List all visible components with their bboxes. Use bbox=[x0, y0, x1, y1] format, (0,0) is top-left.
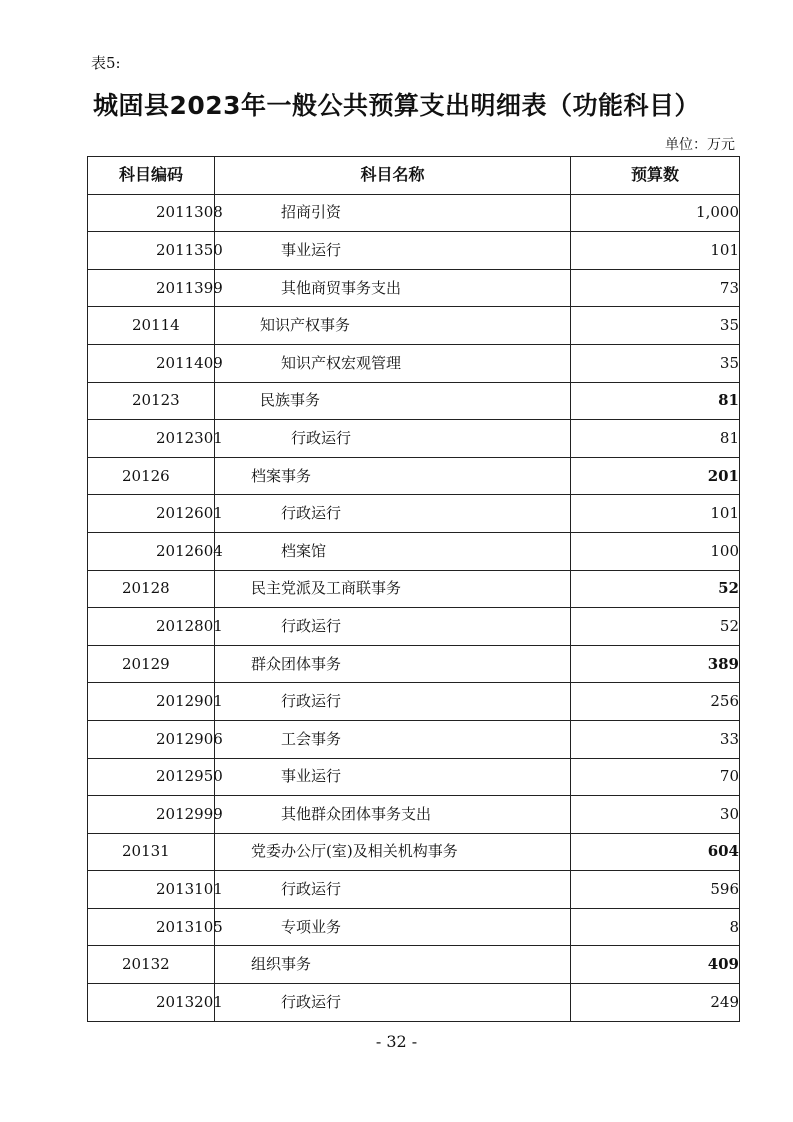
table-row bbox=[88, 420, 740, 458]
row-name: 组织事务 bbox=[215, 946, 571, 984]
row-code: 2012906 bbox=[88, 720, 215, 758]
table-row bbox=[88, 532, 740, 570]
row-name: 行政运行 bbox=[215, 420, 571, 458]
row-code: 2011308 bbox=[88, 194, 215, 232]
row-code: 20131 bbox=[88, 833, 215, 871]
row-amount: 409 bbox=[571, 946, 740, 984]
row-amount: 81 bbox=[571, 382, 740, 420]
row-amount: 596 bbox=[571, 871, 740, 909]
row-amount: 201 bbox=[571, 457, 740, 495]
row-name: 事业运行 bbox=[215, 758, 571, 796]
row-name: 档案事务 bbox=[215, 457, 571, 495]
row-code: 2012999 bbox=[88, 796, 215, 834]
table-row bbox=[88, 457, 740, 495]
table-header-row bbox=[88, 157, 740, 195]
row-code: 2011399 bbox=[88, 269, 215, 307]
row-amount: 52 bbox=[571, 570, 740, 608]
row-amount: 70 bbox=[571, 758, 740, 796]
table-row bbox=[88, 307, 740, 345]
row-name: 知识产权事务 bbox=[215, 307, 571, 345]
row-name: 群众团体事务 bbox=[215, 645, 571, 683]
row-amount: 1,000 bbox=[571, 194, 740, 232]
row-code: 20123 bbox=[88, 382, 215, 420]
page-title: 城固县2023年一般公共预算支出明细表（功能科目） bbox=[92, 91, 701, 120]
table-row bbox=[88, 871, 740, 909]
row-amount: 73 bbox=[571, 269, 740, 307]
row-code: 2013101 bbox=[88, 871, 215, 909]
table-row bbox=[88, 833, 740, 871]
row-amount: 101 bbox=[571, 495, 740, 533]
row-code: 2013105 bbox=[88, 908, 215, 946]
table-row bbox=[88, 645, 740, 683]
column-header-code: 科目编码 bbox=[88, 157, 215, 195]
row-amount: 389 bbox=[571, 645, 740, 683]
table-row bbox=[88, 344, 740, 382]
table-row bbox=[88, 382, 740, 420]
row-amount: 35 bbox=[571, 344, 740, 382]
row-code: 20128 bbox=[88, 570, 215, 608]
row-amount: 100 bbox=[571, 532, 740, 570]
row-amount: 35 bbox=[571, 307, 740, 345]
row-name: 行政运行 bbox=[215, 683, 571, 721]
unit-label: 单位：万元 bbox=[665, 137, 735, 153]
row-amount: 256 bbox=[571, 683, 740, 721]
row-name: 专项业务 bbox=[215, 908, 571, 946]
row-name: 其他群众团体事务支出 bbox=[215, 796, 571, 834]
row-amount: 101 bbox=[571, 232, 740, 270]
row-amount: 81 bbox=[571, 420, 740, 458]
row-amount: 30 bbox=[571, 796, 740, 834]
row-name: 行政运行 bbox=[215, 871, 571, 909]
row-code: 20126 bbox=[88, 457, 215, 495]
row-name: 知识产权宏观管理 bbox=[215, 344, 571, 382]
row-amount: 52 bbox=[571, 608, 740, 646]
row-amount: 33 bbox=[571, 720, 740, 758]
row-code: 2012301 bbox=[88, 420, 215, 458]
row-code: 20129 bbox=[88, 645, 215, 683]
table-row bbox=[88, 495, 740, 533]
table-row bbox=[88, 908, 740, 946]
table-row bbox=[88, 570, 740, 608]
row-code: 2012950 bbox=[88, 758, 215, 796]
table-row bbox=[88, 796, 740, 834]
table-row bbox=[88, 683, 740, 721]
row-amount: 604 bbox=[571, 833, 740, 871]
row-name: 民主党派及工商联事务 bbox=[215, 570, 571, 608]
row-code: 20114 bbox=[88, 307, 215, 345]
row-code: 2012604 bbox=[88, 532, 215, 570]
table-row bbox=[88, 758, 740, 796]
row-code: 2011350 bbox=[88, 232, 215, 270]
table-row bbox=[88, 984, 740, 1022]
table-row bbox=[88, 269, 740, 307]
row-name: 行政运行 bbox=[215, 495, 571, 533]
row-code: 2011409 bbox=[88, 344, 215, 382]
table-row bbox=[88, 232, 740, 270]
row-name: 工会事务 bbox=[215, 720, 571, 758]
row-name: 民族事务 bbox=[215, 382, 571, 420]
row-name: 行政运行 bbox=[215, 608, 571, 646]
row-name: 其他商贸事务支出 bbox=[215, 269, 571, 307]
row-name: 党委办公厅(室)及相关机构事务 bbox=[215, 833, 571, 871]
row-code: 2012901 bbox=[88, 683, 215, 721]
row-name: 事业运行 bbox=[215, 232, 571, 270]
page-number: - 32 - bbox=[375, 1032, 418, 1051]
table-row bbox=[88, 720, 740, 758]
row-name: 档案馆 bbox=[215, 532, 571, 570]
column-header-name: 科目名称 bbox=[215, 157, 571, 195]
table-row bbox=[88, 608, 740, 646]
table-label: 表5: bbox=[91, 54, 121, 72]
row-code: 2012601 bbox=[88, 495, 215, 533]
row-code: 20132 bbox=[88, 946, 215, 984]
row-name: 招商引资 bbox=[215, 194, 571, 232]
row-amount: 249 bbox=[571, 984, 740, 1022]
budget-table bbox=[87, 156, 740, 1022]
row-amount: 8 bbox=[571, 908, 740, 946]
table-row bbox=[88, 194, 740, 232]
row-code: 2013201 bbox=[88, 984, 215, 1022]
column-header-amount: 预算数 bbox=[571, 157, 740, 195]
row-name: 行政运行 bbox=[215, 984, 571, 1022]
table-row bbox=[88, 946, 740, 984]
row-code: 2012801 bbox=[88, 608, 215, 646]
